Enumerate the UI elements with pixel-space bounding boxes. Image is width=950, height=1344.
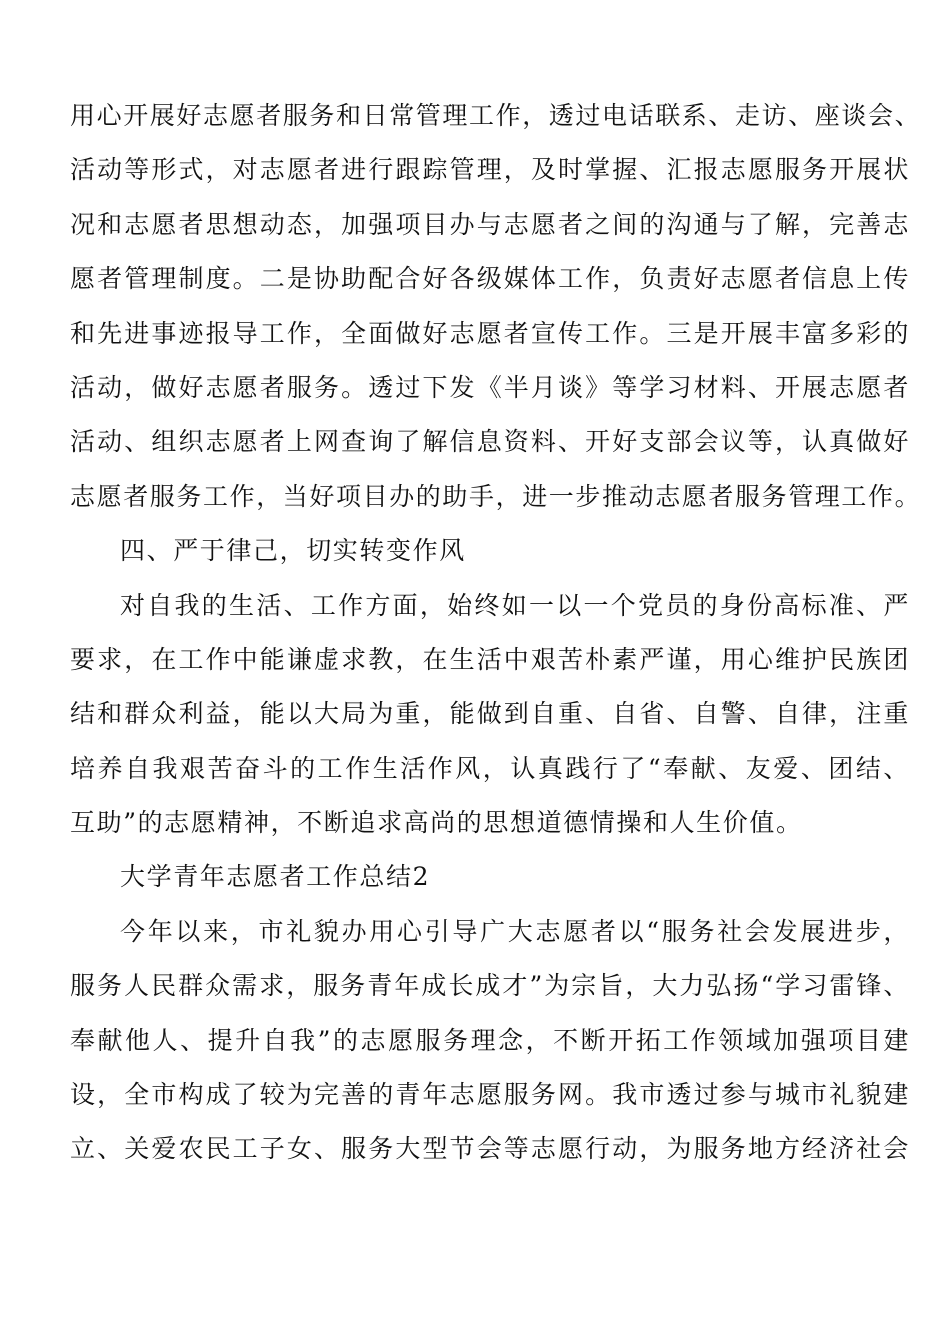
paragraph-line: 互助”的志愿精神，不断追求高尚的思想道德情操和人生价值。 bbox=[70, 808, 803, 838]
paragraph-line: 服务人民群众需求，服务青年成长成才”为宗旨，大力弘扬“学习雷锋、 bbox=[70, 971, 910, 1001]
paragraph-line: 对自我的生活、工作方面，始终如一以一个党员的身份高标准、严 bbox=[120, 590, 910, 620]
paragraph-line: 和先进事迹报导工作，全面做好志愿者宣传工作。三是开展丰富多彩的 bbox=[70, 318, 910, 348]
paragraph-line: 奉献他人、提升自我”的志愿服务理念，不断开拓工作领域加强项目建 bbox=[70, 1025, 910, 1055]
paragraph-line: 设，全市构成了较为完善的青年志愿服务网。我市透过参与城市礼貌建 bbox=[70, 1080, 910, 1110]
paragraph-line: 活动等形式，对志愿者进行跟踪管理，及时掌握、汇报志愿服务开展状 bbox=[70, 155, 910, 185]
paragraph-line: 要求，在工作中能谦虚求教，在生活中艰苦朴素严谨，用心维护民族团 bbox=[70, 644, 910, 674]
paragraph-annual-summary bbox=[70, 905, 910, 1177]
paragraph-line: 志愿者服务工作，当好项目办的助手，进一步推动志愿者服务管理工作。 bbox=[70, 481, 922, 511]
paragraph-line: 今年以来，市礼貌办用心引导广大志愿者以“服务社会发展进步， bbox=[120, 916, 910, 946]
section-heading: 四、严于律己，切实转变作风 bbox=[120, 536, 466, 566]
paragraph-line: 况和志愿者思想动态，加强项目办与志愿者之间的沟通与了解，完善志 bbox=[70, 209, 910, 239]
paragraph-work-management bbox=[70, 89, 922, 524]
paragraph-line: 培养自我艰苦奋斗的工作生活作风，认真践行了“奉献、友爱、团结、 bbox=[70, 753, 910, 783]
paragraph-line: 活动、组织志愿者上网查询了解信息资料、开好支部会议等，认真做好 bbox=[70, 427, 910, 457]
document-title: 大学青年志愿者工作总结2 bbox=[120, 862, 431, 892]
paragraph-self-discipline bbox=[70, 579, 910, 851]
paragraph-line: 用心开展好志愿者服务和日常管理工作，透过电话联系、走访、座谈会、 bbox=[70, 101, 922, 130]
paragraph-line: 立、关爱农民工子女、服务大型节会等志愿行动，为服务地方经济社会 bbox=[70, 1134, 910, 1164]
paragraph-line: 活动，做好志愿者服务。透过下发《半月谈》等学习材料、开展志愿者 bbox=[70, 372, 910, 402]
paragraph-line: 结和群众利益，能以大局为重，能做到自重、自省、自警、自律，注重 bbox=[70, 699, 910, 729]
paragraph-line: 愿者管理制度。二是协助配合好各级媒体工作，负责好志愿者信息上传 bbox=[70, 264, 910, 294]
document-body bbox=[70, 89, 922, 1177]
